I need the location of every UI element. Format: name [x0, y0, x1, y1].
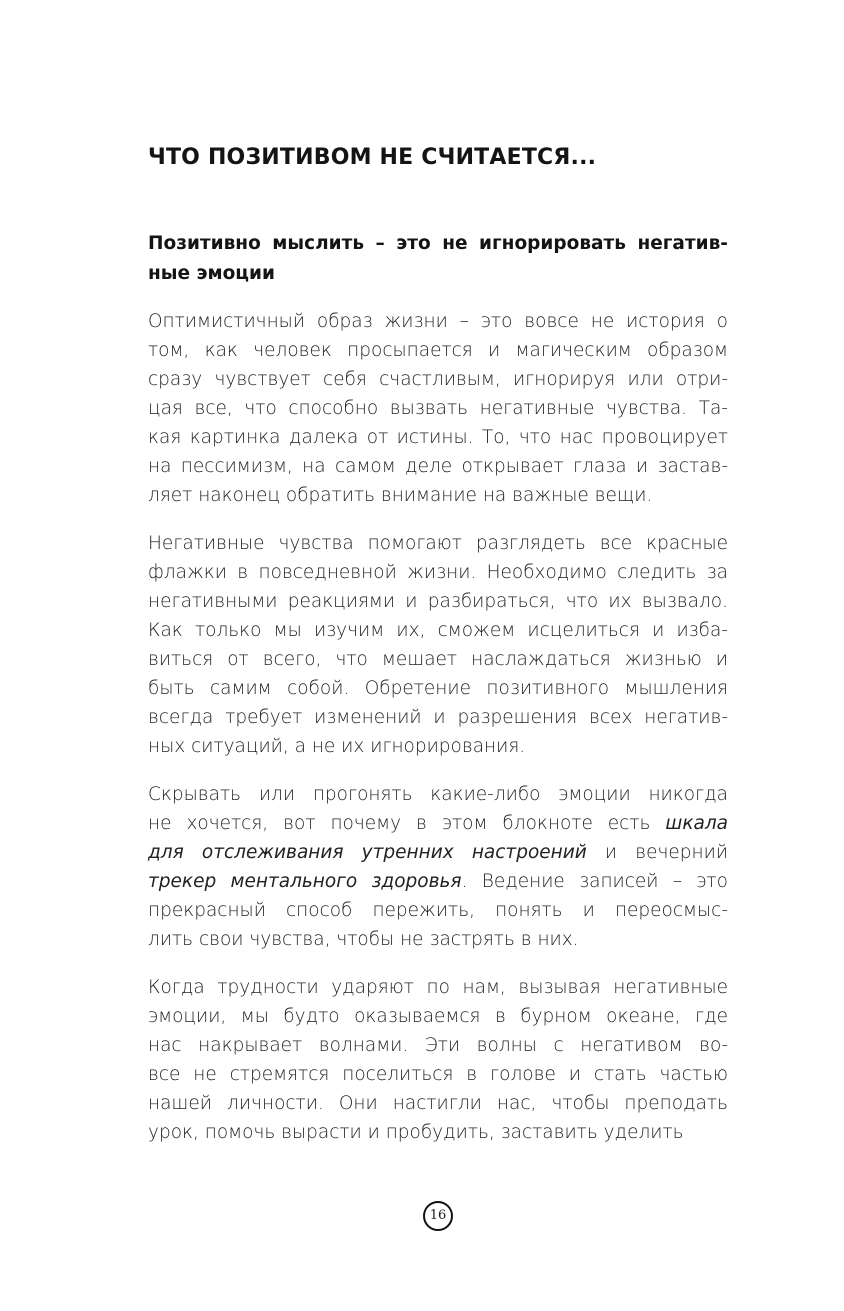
body-text [148, 307, 728, 1166]
text-line [148, 558, 728, 587]
text-line [148, 423, 728, 452]
text-line [148, 674, 728, 703]
text-segment: Скрывать или прогонять какие-либо эмоции никогда [148, 784, 728, 805]
paragraph [148, 307, 728, 510]
text-segment: прекрасный способ пережить, понять и переосмыс- [148, 900, 728, 921]
section-heading-line: Позитивно мыслить – это не игнорировать негатив- [148, 233, 728, 254]
text-segment: урок, помочь вырасти и пробудить, заставить уделить [148, 1122, 684, 1143]
text-line [148, 1031, 728, 1060]
text-segment: всегда требует изменений и разрешения всех негатив- [148, 707, 728, 728]
text-segment: Оптимистичный образ жизни – это вовсе не история о [148, 311, 728, 332]
text-line [148, 1060, 728, 1089]
paragraph [148, 973, 728, 1147]
text-line [148, 867, 728, 896]
text-segment: цая все, что способно вызвать негативные чувства. Та- [148, 398, 728, 419]
text-line [148, 925, 728, 954]
text-line [148, 703, 728, 732]
text-line [148, 616, 728, 645]
text-segment: эмоции, мы будто оказываемся в бурном океане, где [148, 1006, 728, 1027]
text-segment: Как только мы изучим их, сможем исцелиться и изба- [148, 620, 728, 641]
paragraph [148, 780, 728, 954]
text-line [148, 838, 728, 867]
page-number: 16 [423, 1201, 453, 1231]
text-segment: быть самим собой. Обретение позитивного мышления [148, 678, 728, 699]
italic-text: трекер ментального здоровья [148, 871, 462, 892]
text-segment: Негативные чувства помогают разглядеть все красные [148, 533, 728, 554]
text-segment: Когда трудности ударяют по нам, вызывая негативные [148, 977, 728, 998]
text-segment: флажки в повседневной жизни. Необходимо следить за [148, 562, 728, 583]
text-segment: кая картинка далека от истины. То, что нас провоцирует [148, 427, 728, 448]
text-line [148, 645, 728, 674]
text-segment: ляет наконец обратить внимание на важные вещи. [148, 485, 653, 506]
text-line [148, 529, 728, 558]
text-line [148, 365, 728, 394]
text-segment: нас накрывает волнами. Эти волны с негативом во- [148, 1035, 728, 1056]
text-line [148, 780, 728, 809]
text-segment: на пессимизм, на самом деле открывает глаза и застав- [148, 456, 728, 477]
text-line [148, 732, 728, 761]
text-segment: сразу чувствует себя счастливым, игнорируя или отри- [148, 369, 728, 390]
text-segment: негативными реакциями и разбираться, что их вызвало. [148, 591, 728, 612]
text-segment: ных ситуаций, а не их игнорирования. [148, 736, 526, 757]
text-segment: виться от всего, что мешает наслаждаться жизнью и [148, 649, 728, 670]
text-line [148, 336, 728, 365]
text-line [148, 1089, 728, 1118]
text-line [148, 394, 728, 423]
text-line [148, 452, 728, 481]
section-heading-line: ные эмоции [148, 263, 275, 284]
text-segment: и вечерний [586, 842, 729, 863]
text-line [148, 896, 728, 925]
text-segment: . Ведение записей – это [461, 871, 728, 892]
text-line [148, 1118, 728, 1147]
text-line [148, 587, 728, 616]
text-segment: том, как человек просыпается и магическим образом [148, 340, 728, 361]
text-line [148, 481, 728, 510]
page-title: ЧТО ПОЗИТИВОМ НЕ СЧИТАЕТСЯ... [148, 145, 597, 170]
paragraph [148, 529, 728, 761]
text-line [148, 1002, 728, 1031]
italic-text: шкала [665, 813, 728, 834]
section-heading [148, 229, 728, 289]
italic-text: для отслеживания утренних настроений [148, 842, 587, 863]
text-line [148, 973, 728, 1002]
text-line [148, 809, 728, 838]
text-segment: не хочется, вот почему в этом блокноте есть [148, 813, 666, 834]
text-line [148, 307, 728, 336]
text-segment: все не стремятся поселиться в голове и стать частью [148, 1064, 728, 1085]
text-segment: нашей личности. Они настигли нас, чтобы преподать [148, 1093, 728, 1114]
text-segment: лить свои чувства, чтобы не застрять в них. [148, 929, 579, 950]
